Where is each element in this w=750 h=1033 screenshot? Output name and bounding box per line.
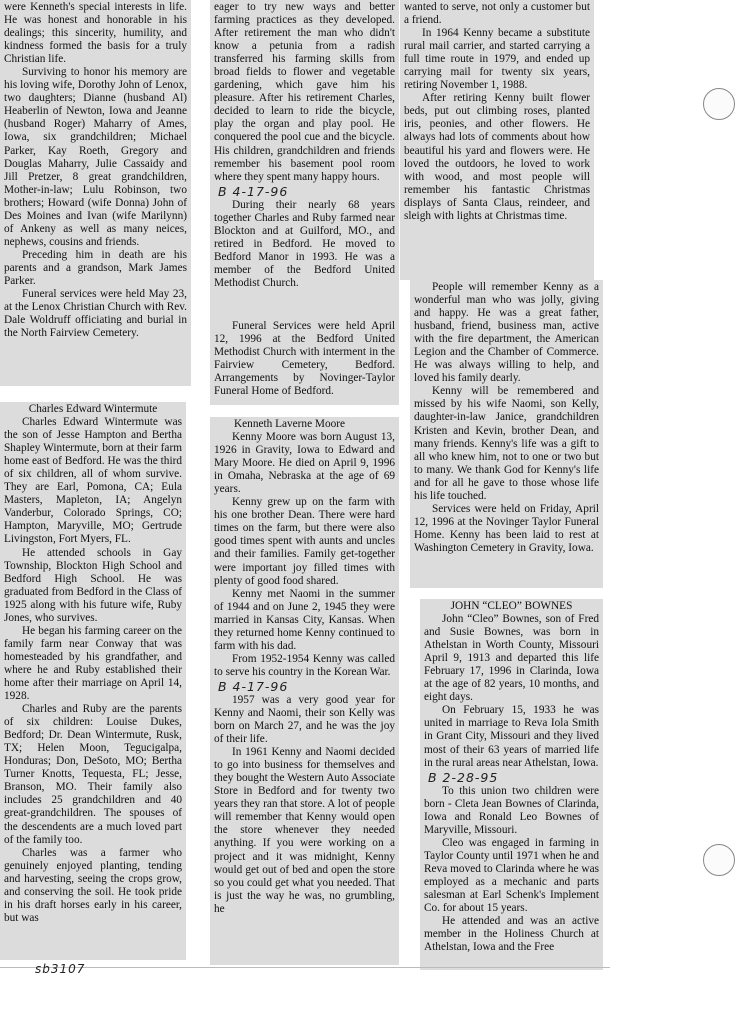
obituary-heading: Charles Edward Wintermute — [28, 403, 158, 415]
obituary-cleo-bownes — [420, 599, 603, 970]
text-paragraph: wanted to serve, not only a customer but a friend. — [404, 1, 590, 27]
obituary-heading: JOHN “CLEO” BOWNES — [450, 600, 573, 612]
text-paragraph: From 1952-1954 Kenny was called to serve his country in the Korean War. — [214, 652, 395, 678]
obituary-kenneth-moore-continued — [400, 0, 594, 280]
binder-hole-icon — [703, 88, 735, 120]
text-paragraph: To this union two children were born - Cleta Jean Bownes of Clarinda, Iowa and Ronald Leo Bownes of Maryville, Missouri. — [424, 784, 599, 836]
text-paragraph: Kenny will be remembered and missed by his wife Naomi, son Kelly, daughter-in-law Janice, grandchildren Kristen and Kevin, brother Dean, and many friends. Kenny's life was a gift to all who knew him, not to one or two but to many. We thank God for Kenny's life and for all he gave to those whose life his life touched. — [414, 385, 599, 502]
text-paragraph: were Kenneth's special interests in life. He was honest and honorable in his dealings; this sincerity, humility, and kindness formed the basis for a truly Christian life. — [4, 1, 187, 66]
obituary-charles-wintermute-continued — [210, 0, 399, 320]
text-paragraph: Charles Edward Wintermute was the son of Jesse Hampton and Bertha Shapley Wintermute, born at their farm home east of Bedford. He was the third of six children, all of whom survive. They are Earl, Pomona, CA; Eula Masters, Mapleton, IA; Angelyn Vanderbur, Colorado Springs, CO; Hampton, Maryville, MO; Gertrude Livingston, Fort Myers, FL. — [4, 416, 182, 546]
text-paragraph: Kenny grew up on the farm with his one brother Dean. There were hard times on the farm, but there were also good times spent with aunts and uncles and their families. Family get-together were important joy filled times with plenty of good food shared. — [214, 496, 395, 587]
text-paragraph: In 1961 Kenny and Naomi decided to go into business for themselves and they bought the Western Auto Associate Store in Bedford and for twenty two years they ran that store. A lot of people will remember that Kenny would open the store whenever they needed anything. If you were working on a project and it was midnight, Kenny would get out of bed and open the store so you could get what you needed. That is just the way he was, no grumbling, he — [214, 746, 395, 915]
handwritten-date-annotation: B 4-17-96 — [218, 183, 289, 199]
text-paragraph: Services were held on Friday, April 12, 1996 at the Novinger Taylor Funeral Home. Kenny has been laid to rest at Washington Cemetery in Gravity, Iowa. — [414, 502, 599, 554]
obituary-kenneth-moore-closing — [410, 280, 603, 588]
text-paragraph: eager to try new ways and better farming practices as they developed. After retirement the man who didn't know a petunia from a radish transferred his farming skills from broad fields to flower and vegetable gardening, which gave him his pleasure. After his retirement Charles, decided to learn to ride the bicycle, play the organ and play pool. He conquered the pool cue and the bicycle. His children, grandchildren and friends remember his basement pool room where they spent many happy hours. — [214, 1, 395, 183]
text-paragraph: Funeral Services were held April 12, 1996 at the Bedford United Methodist Church with interment in the Fairview Cemetery, Bedford. Arrangements by Novinger-Taylor Funeral Home of Bedford. — [214, 320, 395, 398]
obituary-charles-funeral-notice — [210, 319, 399, 405]
text-paragraph: John “Cleo” Bownes, son of Fred and Susie Bownes, was born in Athelstan in Worth County, Missouri April 9, 1913 and departed this life February 17, 1996 in Clarinda, Iowa at the age of 82 years, 10 months, and eight days. — [424, 613, 599, 704]
obituary-kenneth-john-continuation — [0, 0, 191, 386]
obituary-kenneth-moore — [210, 417, 399, 965]
text-paragraph: People will remember Kenny as a wonderful man who was jolly, giving and happy. He was a great father, husband, friend, business man, active with the fire department, the American Legion and the Chamber of Commerce. He was always willing to help, and loved his family dearly. — [414, 281, 599, 385]
binder-hole-icon — [703, 844, 735, 876]
text-paragraph: Funeral services were held May 23, at the Lenox Christian Church with Rev. Dale Woldruff officiating and burial in the North Fairview Cemetery. — [4, 288, 187, 340]
text-paragraph: In 1964 Kenny became a substitute rural mail carrier, and started carrying a full time route in 1979, and ended up carrying mail for twenty six years, retiring November 1, 1988. — [404, 27, 590, 92]
text-paragraph: He attended and was an active member in the Holiness Church at Athelstan, Iowa and the Free — [424, 915, 599, 954]
text-paragraph: Surviving to honor his memory are his loving wife, Dorothy John of Lenox, two daughters; Dianne (husband Al) Heaberlin of Newton, Iowa and Jeanne (husband Roger) Maharry of Ames, Iowa, six grandchildren; Michael Parker, Kay Roeth, Gregory and Douglas Maharry, Julie Cassaidy and Jill Pretzer, 8 great grandchildren, Mother-in-law; Lulu Robinson, two brothers; Howard (wife Donna) John of Des Moines and Ivan (wife Marilynn) of Ankeny as well as many neices, nephews, cousins and friends. — [4, 66, 187, 248]
text-paragraph: 1957 was a very good year for Kenny and Naomi, their son Kelly was born on March 27, and he was the joy of their life. — [214, 693, 395, 746]
handwritten-date-annotation: B 4-17-96 — [218, 678, 289, 694]
text-paragraph: Cleo was engaged in farming in Taylor County until 1971 when he and Reva moved to Clarinda where he was employed as a mechanic and parts salesman at Earl Schenk's Implement Co. for about 15 years. — [424, 836, 599, 915]
text-paragraph: Preceding him in death are his parents and a grandson, Mark James Parker. — [4, 248, 187, 287]
text-paragraph: Kenny Moore was born August 13, 1926 in Gravity, Iowa to Edward and Mary Moore. He died on April 9, 1996 in Omaha, Nebraska at the age of 69 years. — [214, 431, 395, 496]
text-paragraph: Kenny met Naomi in the summer of 1944 and on June 2, 1945 they were married in Kansas City, Kansas. When they returned home Kenny continued to farm with his dad. — [214, 587, 395, 652]
page-divider — [0, 967, 610, 968]
text-paragraph: On February 15, 1933 he was united in marriage to Reva Iola Smith in Grant City, Missouri and they lived most of their 63 years of married life in the rural areas near Athelstan, Iowa. — [424, 704, 599, 769]
handwritten-date-annotation: B 2-28-95 — [428, 769, 499, 785]
obituary-heading: Kenneth Laverne Moore — [234, 418, 346, 430]
obituary-charles-wintermute — [0, 402, 186, 960]
text-paragraph: He attended schools in Gay Township, Blockton High School and Bedford High School. He was graduated from Bedford in the Class of 1925 along with his future wife, Ruby Jones, who survives. — [4, 546, 182, 624]
text-paragraph: During their nearly 68 years together Charles and Ruby farmed near Blockton and at Guilford, MO., and retired in Bedford. He moved to Bedford Manor in 1993. He was a member of the Bedford United Methodist Church. — [214, 198, 395, 289]
text-paragraph: After retiring Kenny built flower beds, put out climbing roses, planted iris, peonies, and other flowers. He always had lots of comments about how beautiful his yard and flowers were. He loved the outdoors, he loved to work with wood, and most people will remember his fantastic Christmas displays of Santa Claus, reindeer, and sleigh with lights at Christmas time. — [404, 92, 590, 222]
text-paragraph: He began his farming career on the family farm near Conway that was homesteaded by his grandfather, and where he and Ruby established their home after their marriage on April 14, 1928. — [4, 624, 182, 703]
text-paragraph: Charles was a farmer who genuinely enjoyed planting, tending and harvesting, seeing the crops grow, and conserving the soil. He took pride in his draft horses early in his career, but was — [4, 846, 182, 924]
text-paragraph: Charles and Ruby are the parents of six children: Louise Dukes, Bedford; Dr. Dean Wintermute, Rusk, TX; Helen Moon, Tegucigalpa, Honduras; Don, DeSoto, MO; Bertha Turner Knotts, Tequesta, FL; Jesse, Branson, MO. Their family also includes 25 grandchildren and 40 great-grandchildren. The spouses of the descendents are a much loved part of the family too. — [4, 703, 182, 846]
handwritten-page-note: sb3107 — [35, 962, 86, 976]
